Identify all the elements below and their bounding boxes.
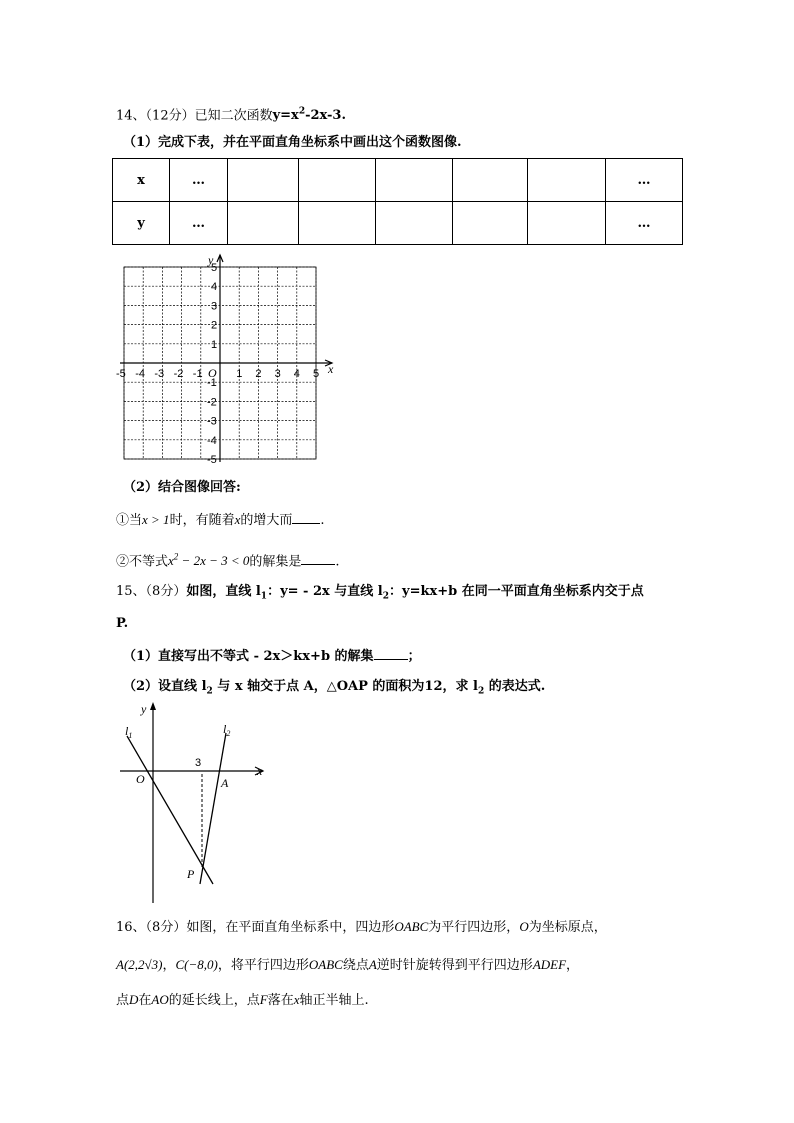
q14-title	[116, 102, 346, 126]
x-tick-label: 2	[255, 368, 262, 380]
row-header: y	[113, 202, 170, 245]
x-tick-label: -3	[154, 368, 165, 380]
q15-part2: （2）设直线 $l_2$ 与 x 轴交于点 A，△OAP 的面积为12，求 $l_2$ 的表达式.	[123, 679, 546, 697]
q14-part1: （1）完成下表，并在平面直角坐标系中画出这个函数图像.	[123, 135, 462, 150]
table-cell[interactable]	[228, 159, 299, 202]
q14-sub1: ①当x > 1时，有随着x的增大而 .	[116, 512, 325, 528]
y-tick-label: -5	[207, 454, 217, 466]
y-tick-label: 1	[211, 338, 218, 351]
line-l2	[200, 733, 226, 884]
q16-line1: 16、（8分）如图，在平面直角坐标系中，四边形OABC为平行四边形，O为坐标原点，	[116, 919, 607, 935]
q14-score: （12分）	[145, 108, 195, 124]
x-tick-label: -4	[135, 368, 145, 380]
x-tick-label: -1	[192, 368, 203, 380]
q14-number: 14、	[116, 108, 146, 124]
x-tick-label: 4	[293, 368, 300, 380]
l1-label: $l_1$	[125, 724, 133, 740]
origin-label: O	[208, 366, 217, 380]
y-axis-label: y	[208, 253, 214, 267]
q14-part2: （2）结合图像回答:	[123, 480, 241, 495]
y-tick-label: -4	[207, 434, 217, 447]
y-tick-label: 5	[211, 262, 218, 274]
coordinate-grid	[112, 248, 342, 466]
answer-blank[interactable]	[292, 511, 320, 524]
y-tick-label: 4	[211, 281, 218, 294]
x-tick-label: 1	[236, 368, 243, 380]
q14-function: $y=x^2-2x-3$.	[272, 107, 347, 124]
x-axis-label: x	[328, 362, 334, 376]
y-tick-label: -3	[207, 415, 217, 428]
table-cell[interactable]	[453, 159, 528, 202]
y-tick-label: 3	[211, 300, 218, 313]
x-tick-label: 3	[274, 368, 281, 380]
row-header: x	[113, 159, 170, 202]
y-tick-label: 2	[211, 319, 218, 332]
table-row	[113, 159, 683, 202]
y-label: y	[141, 702, 147, 716]
q15-part1: （1）直接写出不等式 - 2x＞kx+b 的解集 ；	[123, 649, 421, 664]
table-row	[113, 202, 683, 245]
tick-3: 3	[195, 757, 202, 769]
x-tick-label: 5	[313, 368, 320, 380]
table-cell[interactable]	[376, 202, 453, 245]
point-P-label: P	[187, 867, 195, 881]
table-cell[interactable]	[453, 202, 528, 245]
q15-title: 15、（8分）如图，直线 $l_1$：y= - 2x 与直线 $l_2$：y=kx+b 在同一平面直角坐标系内交于点	[116, 584, 644, 602]
q15-title-cont: P.	[116, 616, 129, 631]
table-cell[interactable]	[299, 202, 376, 245]
q16-line2: A(2,2√3)，C(−8,0)，将平行四边形OABC绕点A逆时针旋转得到平行四边形ADEF，	[116, 957, 580, 973]
l2-label: $l_2$	[223, 722, 231, 738]
table-cell[interactable]	[376, 159, 453, 202]
q14-sub2: ②不等式$x^2 - 2x - 3 < 0$的解集是 .	[116, 552, 340, 570]
table-cell: …	[606, 202, 683, 245]
x-tick-label: -5	[116, 368, 126, 380]
origin-label: O	[136, 772, 145, 786]
y-axis-arrow	[150, 702, 156, 710]
table-cell[interactable]	[528, 159, 606, 202]
q14-stem: 已知二次函数	[194, 108, 273, 124]
table-cell[interactable]	[228, 202, 299, 245]
table-cell[interactable]	[528, 202, 606, 245]
x-tick-label: -2	[173, 368, 184, 380]
table-cell: …	[170, 202, 228, 245]
q16-line3: 点D在AO的延长线上，点F落在x轴正半轴上.	[116, 992, 369, 1008]
q15-figure	[115, 698, 275, 908]
y-tick-label: -2	[207, 396, 217, 409]
x-label: x	[257, 764, 263, 778]
answer-blank[interactable]	[374, 647, 408, 660]
point-A-label: A	[221, 776, 229, 790]
table-cell[interactable]	[299, 159, 376, 202]
answer-blank[interactable]	[301, 552, 335, 565]
table-cell: …	[606, 159, 683, 202]
y-tick-label: -1	[207, 377, 217, 390]
table-cell: …	[170, 159, 228, 202]
value-table	[112, 158, 683, 245]
